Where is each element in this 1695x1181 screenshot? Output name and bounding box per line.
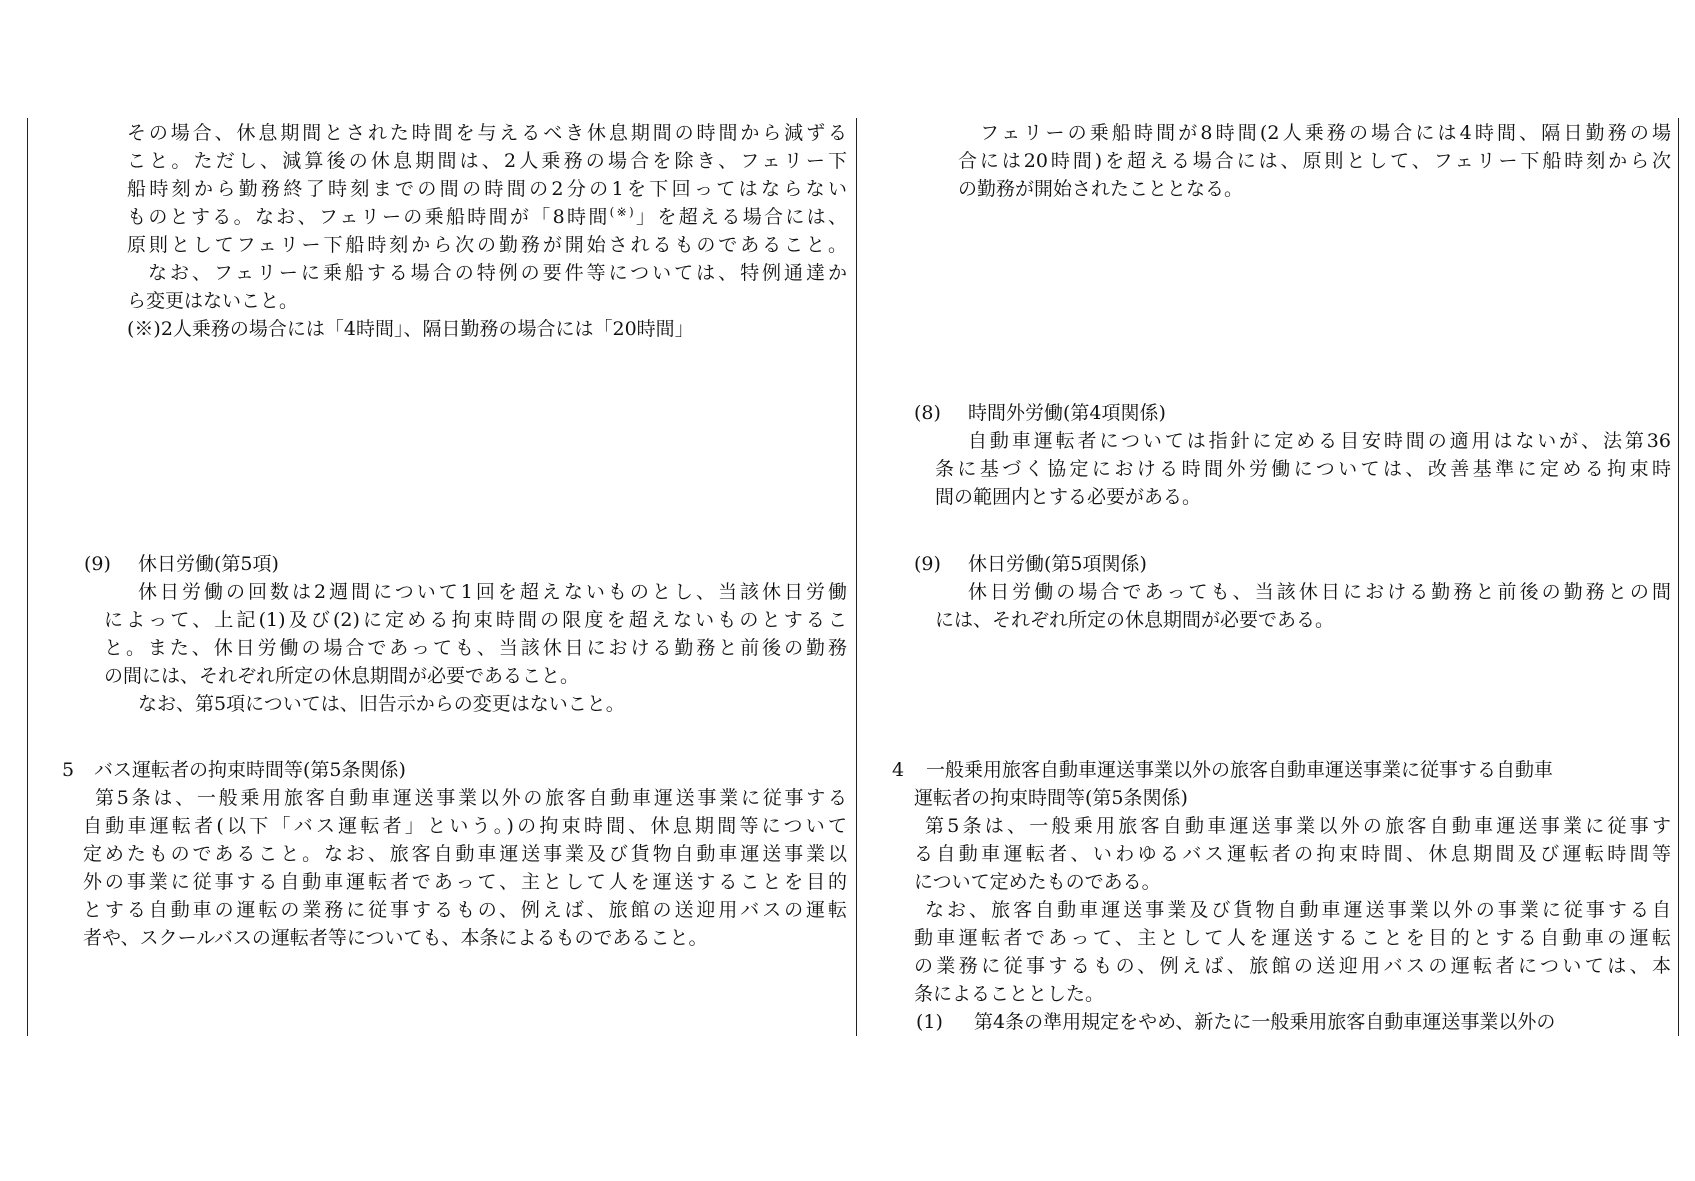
- section-title: 時間外労働(第4項関係): [968, 402, 1166, 424]
- text-line: 休日労働の場合であっても、当該休日における勤務と前後の勤務との間: [968, 581, 1671, 603]
- text-line: 自動車運転者(以下「バス運転者」という。)の拘束時間、休息期間等について: [83, 815, 847, 837]
- section-number: 5: [62, 759, 75, 781]
- text-line: なお、第5項については、旧告示からの変更はないこと。: [138, 693, 625, 715]
- section-title: 運転者の拘束時間等(第5条関係): [914, 787, 1188, 809]
- left-section-9-note: [138, 690, 625, 718]
- item-text: 第4条の準用規定をやめ、新たに一般乗用旅客自動車運送事業以外の: [974, 1011, 1556, 1033]
- text-line: 定めたものであること。なお、旅客自動車運送事業及び貨物自動車運送事業以: [83, 843, 847, 865]
- right-section-8-body-first: [968, 427, 1671, 455]
- text-line: 外の事業に従事する自動車運転者であって、主として人を運送することを目的: [83, 871, 847, 893]
- text-line: によって、上記(1)及び(2)に定める拘束時間の限度を超えないものとするこ: [104, 609, 847, 631]
- left-section-9-body-first: [138, 578, 847, 606]
- right-section-9-body: [935, 606, 1334, 634]
- right-ferry-paragraph-first: [980, 119, 1671, 147]
- text-line: 第5条は、一般乗用旅客自動車運送事業以外の旅客自動車運送事業に従事する: [95, 787, 847, 809]
- text-line: 休日労働の回数は2週間について1回を超えないものとし、当該休日労働: [138, 581, 847, 603]
- text-line: る自動車運転者、いわゆるバス運転者の拘束時間、休息期間及び運転時間等: [914, 843, 1671, 865]
- section-number: (9): [914, 553, 941, 575]
- text-line: フェリーの乗船時間が8時間(2人乗務の場合には4時間、隔日勤務の場: [980, 122, 1671, 144]
- section-number: (8): [914, 402, 941, 424]
- right-section-8-heading: [914, 399, 1166, 427]
- section-title: 一般乗用旅客自動車運送事業以外の旅客自動車運送事業に従事する自動車: [926, 759, 1554, 781]
- text-line: 条によることとした。: [914, 983, 1105, 1005]
- left-ferry-paragraph: [127, 119, 847, 259]
- footnote-text: (※)2人乗務の場合には「4時間」、隔日勤務の場合には「20時間」: [127, 318, 694, 340]
- text-line: 船時刻から勤務終了時刻までの間の時間の2分の1を下回ってはならない: [127, 178, 847, 200]
- text-line: その場合、休息期間とされた時間を与えるべき休息期間の時間から減ずる: [127, 122, 847, 144]
- section-title: 休日労働(第5項): [138, 553, 279, 575]
- text-segment: ものとする。なお、フェリーの乗船時間が「8時間: [127, 206, 610, 228]
- text-line: の間には、それぞれ所定の休息期間が必要であること。: [104, 665, 580, 687]
- text-line: [127, 203, 847, 231]
- text-line: なお、フェリーに乗船する場合の特例の要件等については、特例通達か: [148, 262, 847, 284]
- left-section-5-heading: [62, 756, 406, 784]
- item-number: (1): [916, 1011, 943, 1033]
- text-line: 間の範囲内とする必要がある。: [935, 486, 1202, 508]
- text-line: 自動車運転者については指針に定める目安時間の適用はないが、法第36: [968, 430, 1671, 452]
- text-line: 条に基づく協定における時間外労働については、改善基準に定める拘束時: [935, 458, 1671, 480]
- right-section-9-heading: [914, 550, 1147, 578]
- text-segment: 」を超える場合には、: [633, 206, 847, 228]
- right-section-4-note: [914, 924, 1671, 1008]
- right-section-9-body-first: [968, 578, 1671, 606]
- right-section-4-note-first: [925, 896, 1671, 924]
- section-title: バス運転者の拘束時間等(第5条関係): [94, 759, 406, 781]
- text-line: 原則としてフェリー下船時刻から次の勤務が開始されるものであること。: [127, 234, 847, 256]
- section-title: 休日労働(第5項関係): [968, 553, 1147, 575]
- right-section-4-body-first: [925, 812, 1671, 840]
- right-border-rule: [1678, 118, 1679, 1036]
- left-ferry-note-paragraph: [148, 259, 847, 287]
- footnote-marker: (※): [609, 205, 634, 219]
- right-section-8-body: [935, 455, 1671, 511]
- left-border-rule: [27, 118, 28, 1036]
- text-line: の業務に従事するもの、例えば、旅館の送迎用バスの運転者については、本: [914, 955, 1671, 977]
- left-section-9-body: [104, 606, 847, 690]
- text-line: なお、旅客自動車運送事業及び貨物自動車運送事業以外の事業に従事する自: [925, 899, 1671, 921]
- text-line: 合には20時間)を超える場合には、原則として、フェリー下船時刻から次: [958, 150, 1671, 172]
- left-section-9-heading: [84, 550, 279, 578]
- text-line: の勤務が開始されたこととなる。: [958, 178, 1244, 200]
- text-line: 者や、スクールバスの運転者等についても、本条によるものであること。: [83, 927, 708, 949]
- right-section-4-item-1: [916, 1008, 1555, 1036]
- text-line: こと。ただし、減算後の休息期間は、2人乗務の場合を除き、フェリー下: [127, 150, 847, 172]
- section-number: (9): [84, 553, 111, 575]
- column-divider-rule: [856, 118, 857, 1036]
- left-ferry-note-tail: [127, 287, 298, 315]
- text-line: と。また、休日労働の場合であっても、当該休日における勤務と前後の勤務: [104, 637, 847, 659]
- text-line: について定めたものである。: [914, 871, 1161, 893]
- left-section-5-body-first: [95, 784, 847, 812]
- section-number: 4: [892, 759, 905, 781]
- right-section-4-body: [914, 840, 1671, 896]
- text-line: とする自動車の運転の業務に従事するもの、例えば、旅館の送迎用バスの運転: [83, 899, 847, 921]
- left-footnote: [127, 315, 694, 343]
- right-section-4-heading: [892, 756, 1671, 784]
- text-line: 第5条は、一般乗用旅客自動車運送事業以外の旅客自動車運送事業に従事す: [925, 815, 1671, 837]
- text-line: 動車運転者であって、主として人を運送することを目的とする自動車の運転: [914, 927, 1671, 949]
- right-section-4-heading-cont: [914, 784, 1188, 812]
- text-line: ら変更はないこと。: [127, 290, 299, 312]
- left-section-5-body: [83, 812, 847, 952]
- right-ferry-paragraph: [958, 147, 1671, 203]
- text-line: には、それぞれ所定の休息期間が必要である。: [935, 609, 1335, 631]
